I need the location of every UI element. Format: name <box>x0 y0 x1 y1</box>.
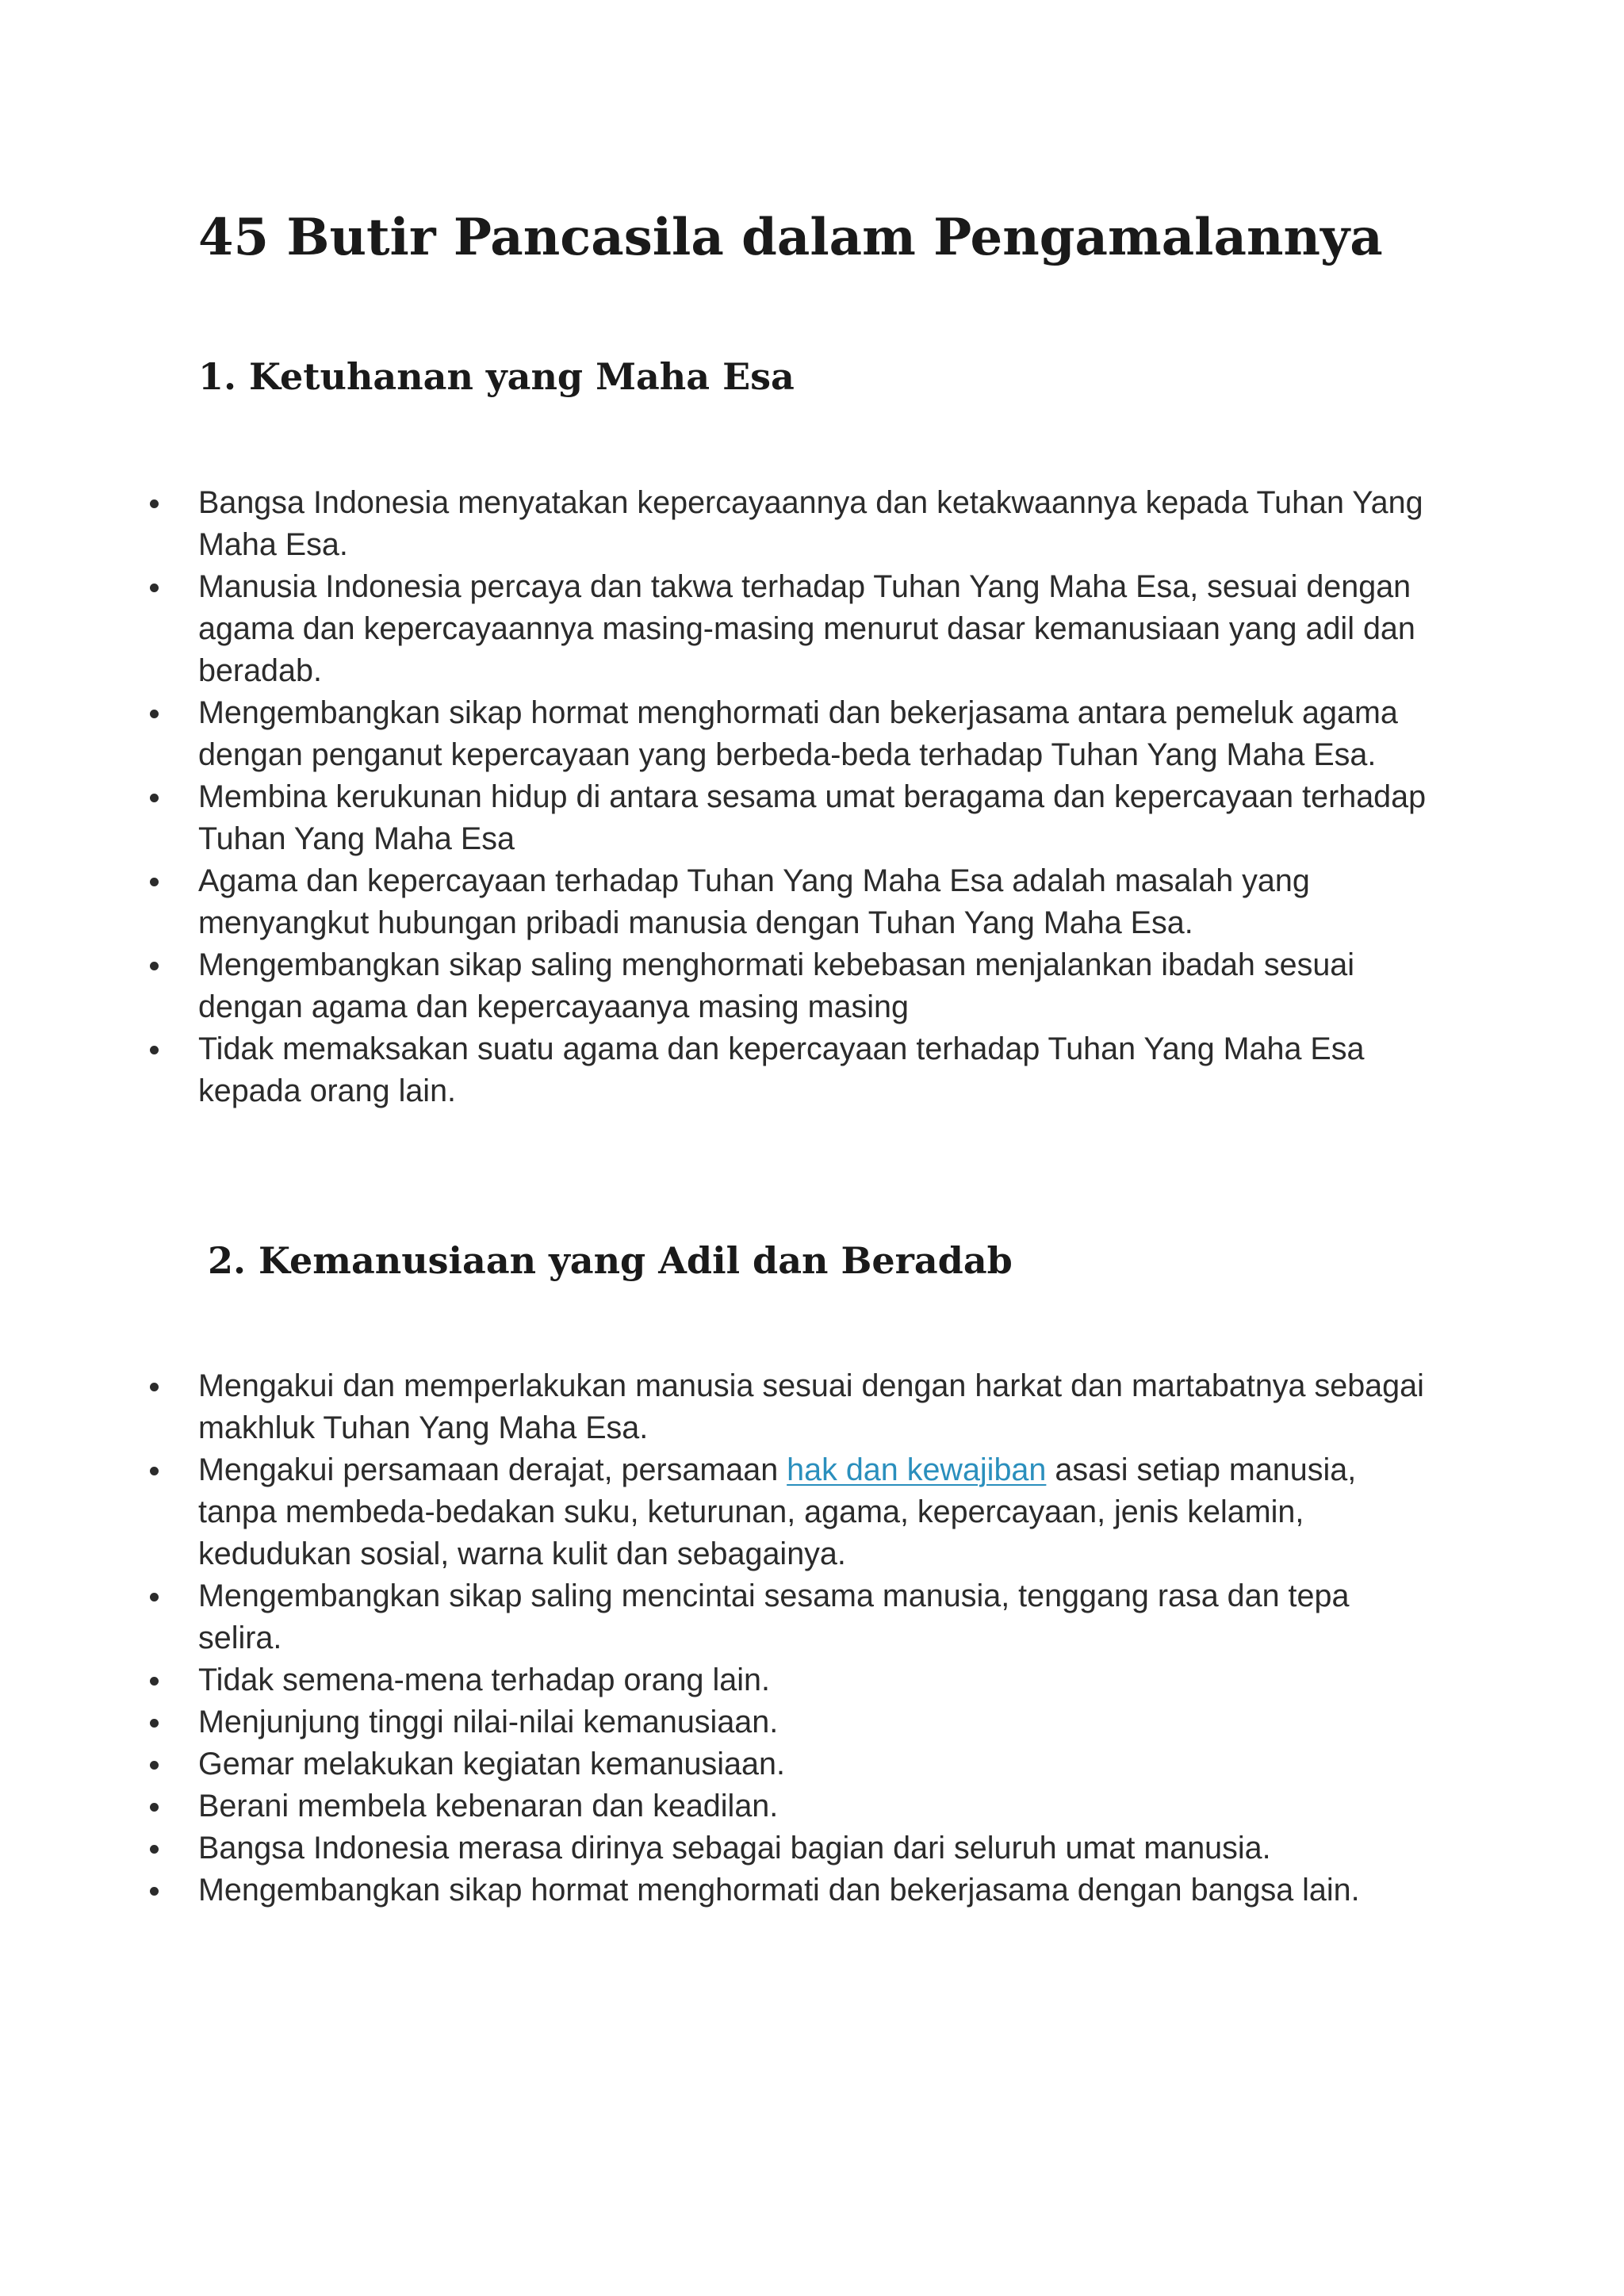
list-item <box>198 692 1435 776</box>
list-item-text: Gemar melakukan kegiatan kemanusiaan. <box>198 1747 785 1781</box>
bullet-list-ketuhanan <box>198 482 1435 1112</box>
bullet-icon <box>150 1046 159 1054</box>
list-item-text: Mengembangkan sikap hormat menghormati dan bekerjasama dengan bangsa lain. <box>198 1873 1360 1908</box>
list-item <box>198 1701 1435 1743</box>
list-item-text: Tidak memaksakan suatu agama dan kepercayaan terhadap Tuhan Yang Maha Esa kepada orang lain. <box>198 1031 1365 1108</box>
bullet-icon <box>150 1887 159 1896</box>
list-item <box>198 1449 1435 1575</box>
section-heading-ketuhanan: 1. Ketuhanan yang Maha Esa <box>198 355 795 398</box>
bullet-icon <box>150 878 159 886</box>
list-item <box>198 1659 1435 1701</box>
bullet-icon <box>150 1803 159 1812</box>
list-item <box>198 1743 1435 1785</box>
bullet-icon <box>150 499 159 508</box>
list-item-text: Mengembangkan sikap saling menghormati kebebasan menjalankan ibadah sesuai dengan agama dan kepercayaanya masing masing <box>198 947 1355 1024</box>
list-item <box>198 944 1435 1028</box>
list-item-text-after-link: asasi setiap manusia, tanpa membeda-bedakan suku, keturunan, agama, kepercayaan, jenis kelamin, kedudukan sosial, warna kulit dan sebagainya. <box>198 1452 1357 1571</box>
list-item <box>198 1028 1435 1112</box>
list-item-text: Membina kerukunan hidup di antara sesama umat beragama dan kepercayaan terhadap Tuhan Yang Maha Esa <box>198 779 1427 856</box>
list-item <box>198 1785 1435 1827</box>
list-item-text: Menjunjung tinggi nilai-nilai kemanusiaan. <box>198 1705 779 1739</box>
list-item <box>198 776 1435 860</box>
list-item <box>198 860 1435 944</box>
bullet-icon <box>150 962 159 970</box>
list-item <box>198 566 1435 692</box>
bullet-list-kemanusiaan <box>198 1365 1435 1911</box>
list-item <box>198 1365 1435 1449</box>
bullet-icon <box>150 794 159 802</box>
document-title: 45 Butir Pancasila dalam Pengamalannya <box>198 208 1383 267</box>
list-item <box>198 1869 1435 1911</box>
bullet-icon <box>150 584 159 592</box>
list-item-text: Berani membela kebenaran dan keadilan. <box>198 1789 779 1823</box>
bullet-icon <box>150 1845 159 1854</box>
bullet-icon <box>150 1761 159 1770</box>
list-item <box>198 482 1435 566</box>
bullet-icon <box>150 1383 159 1391</box>
bullet-icon <box>150 710 159 718</box>
list-item-text-before-link: Mengakui persamaan derajat, persamaan <box>198 1452 787 1487</box>
list-item-text: Agama dan kepercayaan terhadap Tuhan Yang Maha Esa adalah masalah yang menyangkut hubungan pribadi manusia dengan Tuhan Yang Maha Esa. <box>198 863 1310 940</box>
bullet-icon <box>150 1467 159 1475</box>
list-item-text: Mengakui dan memperlakukan manusia sesuai dengan harkat dan martabatnya sebagai makhluk Tuhan Yang Maha Esa. <box>198 1368 1424 1445</box>
bullet-icon <box>150 1677 159 1686</box>
list-item-text: Tidak semena-mena terhadap orang lain. <box>198 1663 770 1697</box>
hak-dan-kewajiban-link[interactable]: hak dan kewajiban <box>787 1452 1047 1487</box>
list-item <box>198 1575 1435 1659</box>
list-item <box>198 1827 1435 1869</box>
list-item-text: Mengembangkan sikap saling mencintai sesama manusia, tenggang rasa dan tepa selira. <box>198 1578 1350 1655</box>
list-item-text: Bangsa Indonesia merasa dirinya sebagai bagian dari seluruh umat manusia. <box>198 1831 1271 1866</box>
list-item-text: Bangsa Indonesia menyatakan kepercayaannya dan ketakwaannya kepada Tuhan Yang Maha Esa. <box>198 485 1423 562</box>
bullet-icon <box>150 1593 159 1601</box>
bullet-icon <box>150 1719 159 1728</box>
list-item-text: Manusia Indonesia percaya dan takwa terhadap Tuhan Yang Maha Esa, sesuai dengan agama dan kepercayaannya masing-masing menurut dasar kemanusiaan yang adil dan beradab. <box>198 569 1415 688</box>
list-item-text: Mengembangkan sikap hormat menghormati dan bekerjasama antara pemeluk agama dengan penganut kepercayaan yang berbeda-beda terhadap Tuhan Yang Maha Esa. <box>198 695 1398 772</box>
section-heading-kemanusiaan: 2. Kemanusiaan yang Adil dan Beradab <box>208 1239 1013 1282</box>
